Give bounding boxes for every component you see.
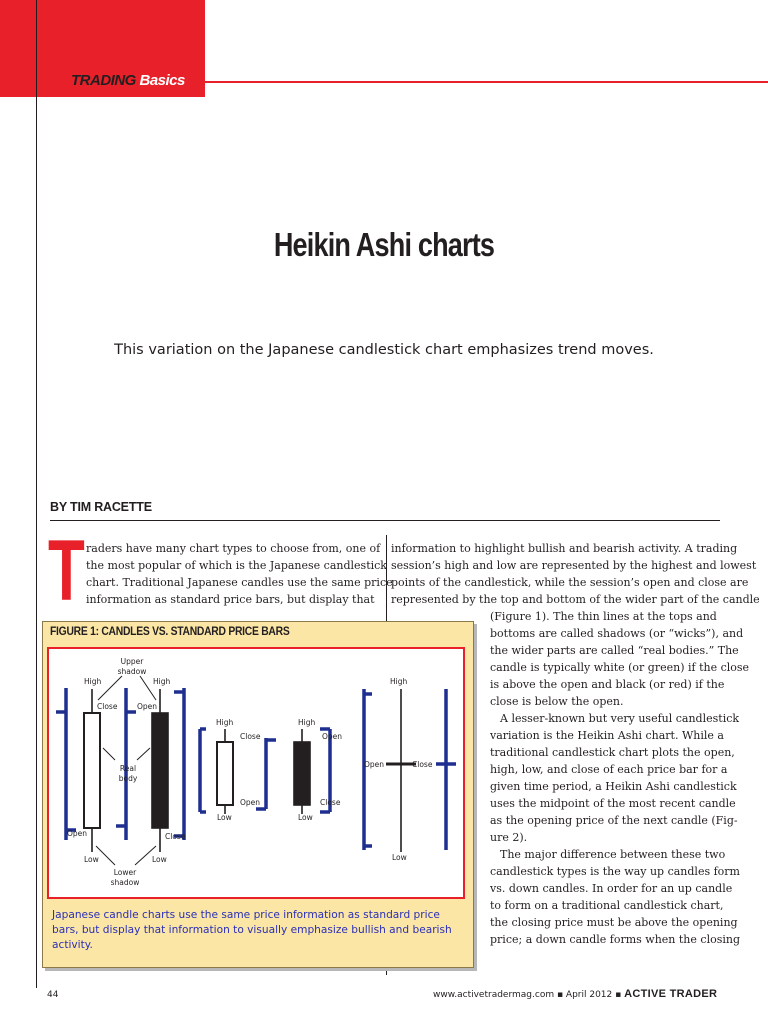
col1-line: the most popular of which is the Japanese candlestick (86, 559, 387, 572)
up-candle-body (84, 713, 100, 828)
col2-line: (Figure 1). The thin lines at the tops and (490, 610, 717, 623)
publication-name: ACTIVE TRADER (624, 988, 718, 1000)
col2-line: given time period, a Heikin Ashi candlestick (490, 780, 737, 793)
section-word-trading: TRADING (71, 72, 136, 89)
label-low: Low (217, 813, 232, 822)
col2-line: the closing price must be above the opening (490, 916, 738, 929)
section-word-basics: Basics (139, 72, 185, 89)
label-lower-shadow: Lower shadow (110, 868, 140, 887)
col2-line: is above the open and black (or red) if the (490, 678, 725, 691)
col1-line: raders have many chart types to choose from, one of (86, 542, 381, 555)
col2-line: The major difference between these two (500, 848, 726, 861)
lower-shadow-arrow-left (96, 846, 115, 865)
col2-line: uses the midpoint of the most recent candle (490, 797, 736, 810)
label-low: Low (152, 855, 167, 864)
real-body-arrow-left (103, 748, 115, 760)
small-down-candle-body (294, 742, 310, 805)
label-open: Open (137, 702, 158, 711)
col2-line: ure 2). (490, 831, 528, 844)
label-open: Open (364, 760, 385, 769)
col2-line: points of the candlestick, while the session’s open and close are (391, 576, 749, 589)
small-up-candle-body (217, 742, 233, 805)
footer-info (433, 988, 717, 1000)
col2-line: candlestick types is the way up candles form (490, 865, 740, 878)
label-close: Close (240, 732, 261, 741)
col2-line: vs. down candles. In order for an up candle (490, 882, 733, 895)
label-open: Open (322, 732, 343, 741)
down-candle-body (152, 713, 168, 828)
col1-line: information as standard price bars, but display that (86, 593, 375, 606)
col2-line: represented by the top and bottom of the wider part of the candle (391, 593, 760, 606)
upper-shadow-arrow-left (98, 676, 122, 700)
col2-line: bottoms are called shadows (or “wicks”), and (490, 627, 744, 640)
label-high: High (298, 718, 316, 727)
real-body-arrow-right (137, 748, 150, 760)
byline: BY TIM RACETTE (50, 500, 152, 514)
col2-line: candle is typically white (or green) if the close (490, 661, 750, 674)
col2-line: variation is the Heikin Ashi chart. While a (490, 729, 724, 742)
col2-line: A lesser-known but very useful candlestick (500, 712, 740, 725)
label-real-body: Real body (118, 764, 138, 783)
footer-url-date: www.activetradermag.com ▪ April 2012 ▪ (433, 990, 622, 1000)
label-open: Open (240, 798, 261, 807)
col2-line: price; a down candle forms when the closing (490, 933, 740, 946)
label-close: Close (97, 702, 118, 711)
label-high: High (216, 718, 234, 727)
col2-line: as the opening price of the next candle (Fig- (490, 814, 738, 827)
col2-line: information to highlight bullish and bearish activity. A trading (391, 542, 738, 555)
label-low: Low (84, 855, 99, 864)
label-close: Close (412, 760, 433, 769)
label-low: Low (298, 813, 313, 822)
col2-line: to form on a traditional candlestick chart, (490, 899, 724, 912)
col2-line: traditional candlestick chart plots the open, (490, 746, 735, 759)
label-close: Close (165, 832, 186, 841)
label-high: High (153, 677, 171, 686)
col1-line: chart. Traditional Japanese candles use the same price (86, 576, 393, 589)
label-upper-shadow: Upper shadow (117, 657, 147, 676)
label-close: Close (320, 798, 341, 807)
figure-1-caption: Japanese candle charts use the same price information as standard price bars, but display that information to visually emphasize bullish and bearish activity. (52, 909, 452, 951)
page-number: 44 (47, 990, 59, 1000)
label-low: Low (392, 853, 407, 862)
col2-line: high, low, and close of each price bar for a (490, 763, 728, 776)
col2-line: session’s high and low are represented by the highest and lowest (391, 559, 757, 572)
drop-cap: T (48, 523, 85, 619)
figure-1-title: FIGURE 1: CANDLES VS. STANDARD PRICE BARS (50, 626, 290, 638)
col2-line: close is below the open. (490, 695, 624, 708)
label-high: High (84, 677, 102, 686)
label-open: Open (67, 829, 88, 838)
article-title: Heikin Ashi charts (273, 226, 495, 263)
col2-line: the wider parts are called “real bodies.” The (490, 644, 739, 657)
label-high: High (390, 677, 408, 686)
article-deck: This variation on the Japanese candlestick chart emphasizes trend moves. (114, 342, 654, 358)
